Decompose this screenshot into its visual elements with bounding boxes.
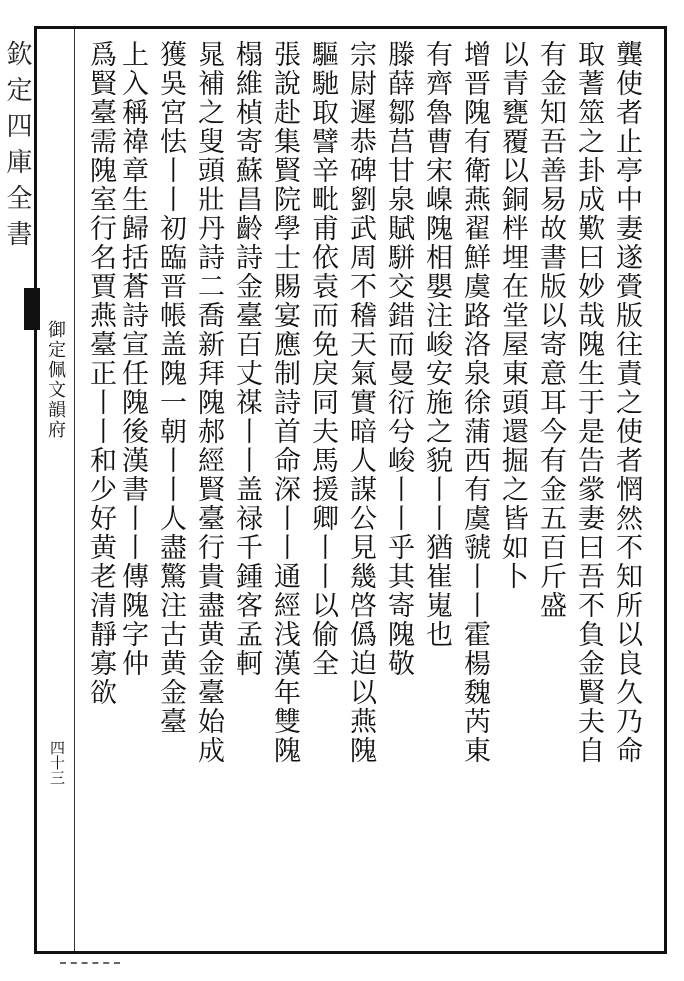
margin-book-title: 欽定四庫全書: [2, 40, 32, 256]
text-column-11: 榻維楨寄蘇昌齡詩金臺百丈禖丨丨盖禄千鍾客孟軻: [231, 40, 262, 678]
text-column-6: 有齊魯曹宋嵲隗相嬰注峻安施之貌丨丨猶崔嵬也: [421, 40, 452, 649]
text-column-14: 上入稱禕章生歸括蒼詩宣任隗後漢書丨丨傳隗字仲: [117, 40, 148, 678]
text-column-12: 晁補之叟頭壯丹詩二喬新拜隗郝經賢臺行貴盡黄金臺始成: [193, 40, 224, 765]
bottom-mark: [60, 962, 120, 968]
text-column-1: 龔使者止亭中妻遂賫版往責之使者惘然不知所以良久乃命: [611, 40, 642, 765]
margin-sub-title: 御定佩文韻府: [45, 320, 66, 440]
text-column-7: 滕薛鄒莒甘泉賦駢交錯而曼衍兮峻丨丨乎其寄隗敬: [383, 40, 414, 678]
text-column-9: 驅馳取譬辛毗甫依袁而免戾同夫馬援卿丨丨以偷全: [307, 40, 338, 678]
text-column-3: 有金知吾善易故書版以寄意耳今有金五百斤盛: [535, 40, 566, 620]
folio-number: 四十三: [48, 740, 66, 785]
text-column-4: 以青甕覆以銅柈埋在堂屋東頭還掘之皆如卜: [497, 40, 528, 591]
text-column-2: 取蓍筮之卦成歎曰妙哉隗生于是告䝉妻曰吾不負金賢夫自: [573, 40, 604, 765]
text-column-10: 張說赴集賢院學士賜宴應制詩首命深丨丨通經浅漢年雙隗: [269, 40, 300, 765]
text-column-15: 爲賢臺需隗室行名賈燕臺正丨丨和少好黄老清靜寡欲: [85, 40, 116, 707]
column-rule: [74, 29, 75, 951]
text-column-5: 增晋隗有衛燕翟鮮虞路洛泉徐蒲西有虞虢丨丨霍楊魏芮東: [459, 40, 490, 765]
text-column-8: 宗尉遲恭碑劉武周不稽天氣實暗人謀公見㡬啓僞迫以燕隗: [345, 40, 376, 765]
text-column-13: 獲吳宮怯丨丨初臨晋帳盖隗一朝丨丨人盡驚注古黄金臺: [155, 40, 186, 736]
